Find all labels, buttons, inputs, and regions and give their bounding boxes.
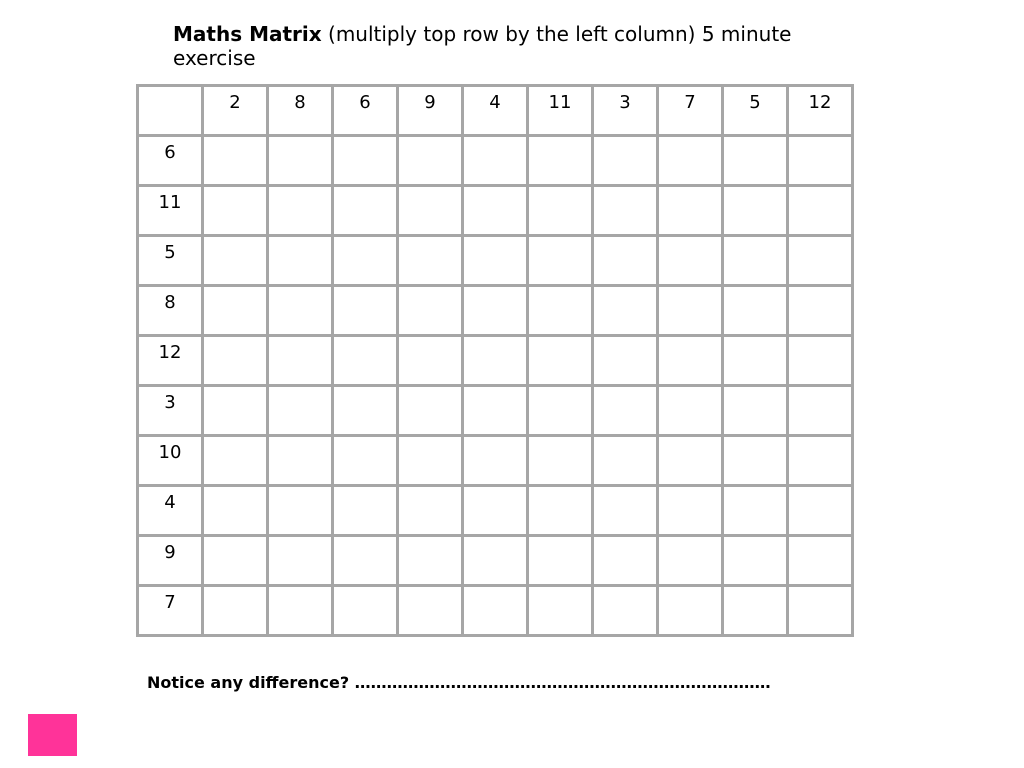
matrix-answer-cell[interactable] <box>463 486 528 536</box>
matrix-answer-cell[interactable] <box>528 286 593 336</box>
matrix-left-number: 9 <box>164 542 176 563</box>
matrix-answer-cell[interactable] <box>658 536 723 586</box>
matrix-answer-cell[interactable] <box>658 386 723 436</box>
matrix-answer-cell[interactable] <box>398 486 463 536</box>
matrix-left-header-cell <box>138 236 203 286</box>
matrix-answer-cell[interactable] <box>203 586 268 636</box>
matrix-answer-cell[interactable] <box>788 336 853 386</box>
matrix-left-header-cell <box>138 536 203 586</box>
matrix-answer-cell[interactable] <box>723 336 788 386</box>
matrix-answer-cell[interactable] <box>398 336 463 386</box>
matrix-top-number: 5 <box>749 92 761 113</box>
matrix-answer-cell[interactable] <box>788 536 853 586</box>
matrix-answer-cell[interactable] <box>203 336 268 386</box>
matrix-answer-cell[interactable] <box>723 136 788 186</box>
matrix-answer-cell[interactable] <box>333 186 398 236</box>
matrix-answer-cell[interactable] <box>528 186 593 236</box>
matrix-answer-cell[interactable] <box>528 386 593 436</box>
title-bold: Maths Matrix <box>173 22 322 46</box>
matrix-answer-cell[interactable] <box>203 186 268 236</box>
matrix-answer-cell[interactable] <box>658 436 723 486</box>
maths-matrix-grid <box>136 84 854 637</box>
matrix-answer-cell[interactable] <box>788 436 853 486</box>
matrix-top-header-cell <box>203 86 268 136</box>
matrix-answer-cell[interactable] <box>528 486 593 536</box>
matrix-left-header-cell <box>138 586 203 636</box>
matrix-answer-cell[interactable] <box>658 186 723 236</box>
matrix-answer-cell[interactable] <box>723 236 788 286</box>
matrix-answer-cell[interactable] <box>593 336 658 386</box>
matrix-left-number: 4 <box>164 492 176 513</box>
matrix-answer-cell[interactable] <box>658 236 723 286</box>
matrix-top-number: 6 <box>359 92 371 113</box>
notice-prompt: Notice any difference? …………………………………………………………………… <box>147 673 771 692</box>
matrix-answer-cell[interactable] <box>723 436 788 486</box>
matrix-answer-cell[interactable] <box>398 436 463 486</box>
matrix-answer-cell[interactable] <box>528 436 593 486</box>
matrix-answer-cell[interactable] <box>528 536 593 586</box>
matrix-left-number: 6 <box>164 142 176 163</box>
matrix-top-header-cell <box>268 86 333 136</box>
matrix-answer-cell[interactable] <box>593 536 658 586</box>
matrix-answer-cell[interactable] <box>788 586 853 636</box>
matrix-left-number: 7 <box>164 592 176 613</box>
matrix-answer-cell[interactable] <box>398 136 463 186</box>
matrix-left-number: 3 <box>164 392 176 413</box>
matrix-answer-cell[interactable] <box>723 286 788 336</box>
matrix-answer-cell[interactable] <box>333 136 398 186</box>
matrix-top-number: 11 <box>548 92 572 113</box>
matrix-answer-cell[interactable] <box>333 386 398 436</box>
matrix-answer-cell[interactable] <box>398 386 463 436</box>
matrix-answer-cell[interactable] <box>528 136 593 186</box>
matrix-top-header-cell <box>333 86 398 136</box>
matrix-row <box>138 436 853 486</box>
matrix-answer-cell[interactable] <box>398 186 463 236</box>
matrix-top-header-cell <box>593 86 658 136</box>
matrix-answer-cell[interactable] <box>658 286 723 336</box>
matrix-answer-cell[interactable] <box>788 136 853 186</box>
matrix-answer-cell[interactable] <box>463 386 528 436</box>
matrix-top-number: 9 <box>424 92 436 113</box>
matrix-answer-cell[interactable] <box>593 236 658 286</box>
matrix-answer-cell[interactable] <box>203 136 268 186</box>
matrix-answer-cell[interactable] <box>203 386 268 436</box>
matrix-answer-cell[interactable] <box>463 236 528 286</box>
page-title <box>173 22 833 70</box>
matrix-top-header-cell <box>788 86 853 136</box>
matrix-answer-cell[interactable] <box>463 436 528 486</box>
matrix-answer-cell[interactable] <box>463 536 528 586</box>
matrix-left-header-cell <box>138 486 203 536</box>
matrix-answer-cell[interactable] <box>398 536 463 586</box>
matrix-answer-cell[interactable] <box>333 486 398 536</box>
matrix-row <box>138 136 853 186</box>
matrix-answer-cell[interactable] <box>333 586 398 636</box>
matrix-answer-cell[interactable] <box>658 586 723 636</box>
matrix-answer-cell[interactable] <box>658 336 723 386</box>
matrix-answer-cell[interactable] <box>528 336 593 386</box>
matrix-answer-cell[interactable] <box>788 186 853 236</box>
matrix-answer-cell[interactable] <box>463 336 528 386</box>
matrix-row <box>138 386 853 436</box>
matrix-answer-cell[interactable] <box>463 186 528 236</box>
matrix-answer-cell[interactable] <box>268 136 333 186</box>
matrix-row <box>138 536 853 586</box>
matrix-answer-cell[interactable] <box>268 286 333 336</box>
matrix-corner-cell <box>138 86 203 136</box>
matrix-answer-cell[interactable] <box>593 186 658 236</box>
matrix-answer-cell[interactable] <box>593 386 658 436</box>
matrix-answer-cell[interactable] <box>593 436 658 486</box>
matrix-left-number: 10 <box>158 442 182 463</box>
matrix-answer-cell[interactable] <box>268 586 333 636</box>
matrix-answer-cell[interactable] <box>398 236 463 286</box>
matrix-header-row <box>138 86 853 136</box>
matrix-answer-cell[interactable] <box>333 236 398 286</box>
matrix-row <box>138 236 853 286</box>
matrix-answer-cell[interactable] <box>268 436 333 486</box>
matrix-answer-cell[interactable] <box>398 586 463 636</box>
matrix-answer-cell[interactable] <box>528 236 593 286</box>
matrix-answer-cell[interactable] <box>528 586 593 636</box>
matrix-top-number: 2 <box>229 92 241 113</box>
matrix-top-number: 8 <box>294 92 306 113</box>
matrix-left-header-cell <box>138 436 203 486</box>
title-instructions: (multiply top row by the left column) 5 minute exercise <box>173 22 792 70</box>
matrix-row <box>138 286 853 336</box>
pink-square-decoration <box>28 714 77 756</box>
matrix-answer-cell[interactable] <box>333 436 398 486</box>
matrix-row <box>138 186 853 236</box>
matrix-answer-cell[interactable] <box>268 236 333 286</box>
matrix-answer-cell[interactable] <box>203 536 268 586</box>
matrix-answer-cell[interactable] <box>268 536 333 586</box>
matrix-top-number: 4 <box>489 92 501 113</box>
matrix-answer-cell[interactable] <box>333 336 398 386</box>
matrix-answer-cell[interactable] <box>723 186 788 236</box>
matrix-answer-cell[interactable] <box>593 586 658 636</box>
matrix-top-number: 12 <box>808 92 832 113</box>
matrix-answer-cell[interactable] <box>333 536 398 586</box>
matrix-top-header-cell <box>398 86 463 136</box>
matrix-left-number: 11 <box>158 192 182 213</box>
matrix-row <box>138 486 853 536</box>
matrix-left-number: 5 <box>164 242 176 263</box>
matrix-answer-cell[interactable] <box>203 486 268 536</box>
matrix-top-header-cell <box>463 86 528 136</box>
matrix-answer-cell[interactable] <box>268 186 333 236</box>
matrix-answer-cell[interactable] <box>788 286 853 336</box>
matrix-answer-cell[interactable] <box>788 486 853 536</box>
matrix-answer-cell[interactable] <box>593 286 658 336</box>
matrix-answer-cell[interactable] <box>723 536 788 586</box>
matrix-answer-cell[interactable] <box>788 236 853 286</box>
matrix-answer-cell[interactable] <box>463 286 528 336</box>
matrix-row <box>138 586 853 636</box>
matrix-answer-cell[interactable] <box>333 286 398 336</box>
matrix-top-header-cell <box>723 86 788 136</box>
matrix-answer-cell[interactable] <box>658 486 723 536</box>
matrix-answer-cell[interactable] <box>203 236 268 286</box>
matrix-left-header-cell <box>138 386 203 436</box>
matrix-left-number: 8 <box>164 292 176 313</box>
matrix-answer-cell[interactable] <box>203 286 268 336</box>
matrix-left-header-cell <box>138 186 203 236</box>
matrix-answer-cell[interactable] <box>268 386 333 436</box>
matrix-answer-cell[interactable] <box>788 386 853 436</box>
matrix-top-number: 7 <box>684 92 696 113</box>
matrix-answer-cell[interactable] <box>268 336 333 386</box>
matrix-row <box>138 336 853 386</box>
matrix-answer-cell[interactable] <box>593 136 658 186</box>
matrix-top-header-cell <box>658 86 723 136</box>
matrix-answer-cell[interactable] <box>723 586 788 636</box>
matrix-answer-cell[interactable] <box>723 386 788 436</box>
matrix-answer-cell[interactable] <box>463 136 528 186</box>
matrix-left-header-cell <box>138 286 203 336</box>
matrix-left-header-cell <box>138 336 203 386</box>
matrix-answer-cell[interactable] <box>398 286 463 336</box>
matrix-answer-cell[interactable] <box>658 136 723 186</box>
matrix-left-number: 12 <box>158 342 182 363</box>
matrix-answer-cell[interactable] <box>593 486 658 536</box>
matrix-answer-cell[interactable] <box>723 486 788 536</box>
matrix-left-header-cell <box>138 136 203 186</box>
matrix-answer-cell[interactable] <box>203 436 268 486</box>
matrix-answer-cell[interactable] <box>463 586 528 636</box>
matrix-top-header-cell <box>528 86 593 136</box>
matrix-top-number: 3 <box>619 92 631 113</box>
matrix-answer-cell[interactable] <box>268 486 333 536</box>
